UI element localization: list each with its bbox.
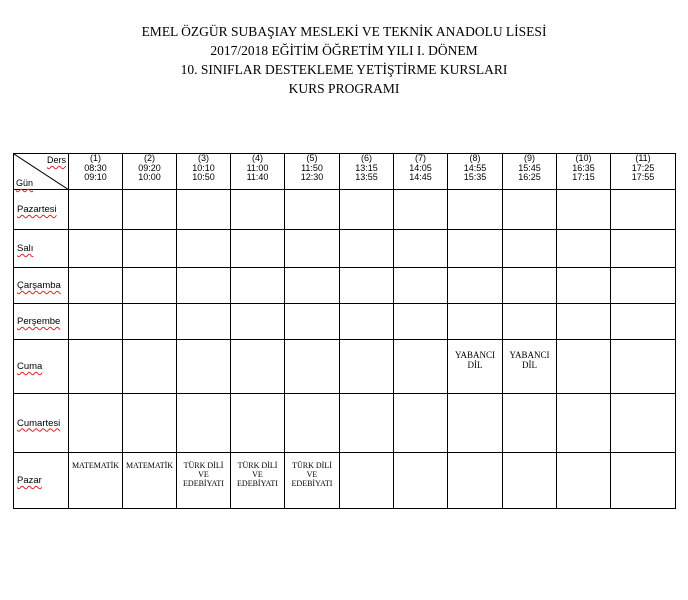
empty-cell [611, 230, 676, 268]
empty-cell [123, 394, 177, 453]
empty-cell [611, 190, 676, 230]
period-header: (3) 10:10 10:50 [177, 154, 231, 190]
empty-cell [177, 340, 231, 394]
empty-cell [611, 394, 676, 453]
course-title: 10. SINIFLAR DESTEKLEME YETİŞTİRME KURSLARI [180, 62, 508, 77]
empty-cell [285, 340, 340, 394]
school-name: EMEL ÖZGÜR SUBAŞIAY MESLEKİ VE TEKNİK ANADOLU LİSESİ [141, 24, 547, 39]
program-title: KURS PROGRAMI [288, 81, 400, 96]
empty-cell [557, 268, 611, 304]
day-row [14, 230, 676, 268]
empty-cell [394, 304, 448, 340]
day-row [14, 268, 676, 304]
empty-cell [557, 304, 611, 340]
day-row [14, 190, 676, 230]
empty-cell [503, 453, 557, 509]
empty-cell [503, 304, 557, 340]
empty-cell [611, 268, 676, 304]
period-header: (2) 09:20 10:00 [123, 154, 177, 190]
empty-cell [394, 340, 448, 394]
course-cell: TÜRK DİLİ VE EDEBİYATI [177, 453, 231, 509]
day-label: Salı [14, 230, 69, 268]
academic-term: 2017/2018 EĞİTİM ÖĞRETİM YILI I. DÖNEM [210, 43, 478, 58]
course-cell: MATEMATİK [69, 453, 123, 509]
empty-cell [340, 268, 394, 304]
period-header: (9) 15:45 16:25 [503, 154, 557, 190]
empty-cell [231, 340, 285, 394]
empty-cell [177, 268, 231, 304]
empty-cell [69, 268, 123, 304]
empty-cell [557, 394, 611, 453]
empty-cell [285, 394, 340, 453]
empty-cell [503, 230, 557, 268]
period-header-row [14, 154, 676, 190]
empty-cell [557, 190, 611, 230]
empty-cell [448, 230, 503, 268]
period-header: (1) 08:30 09:10 [69, 154, 123, 190]
empty-cell [448, 453, 503, 509]
empty-cell [177, 230, 231, 268]
day-label: Çarşamba [14, 268, 69, 304]
period-header: (6) 13:15 13:55 [340, 154, 394, 190]
period-header: (8) 14:55 15:35 [448, 154, 503, 190]
empty-cell [394, 394, 448, 453]
empty-cell [177, 304, 231, 340]
empty-cell [611, 453, 676, 509]
empty-cell [448, 268, 503, 304]
empty-cell [69, 190, 123, 230]
period-header: (4) 11:00 11:40 [231, 154, 285, 190]
empty-cell [557, 230, 611, 268]
empty-cell [285, 190, 340, 230]
empty-cell [340, 394, 394, 453]
corner-ders-label: Ders [46, 155, 66, 165]
empty-cell [394, 268, 448, 304]
empty-cell [177, 190, 231, 230]
empty-cell [557, 340, 611, 394]
empty-cell [123, 340, 177, 394]
course-schedule-table [13, 153, 676, 509]
empty-cell [231, 304, 285, 340]
empty-cell [394, 453, 448, 509]
empty-cell [123, 304, 177, 340]
corner-cell [14, 154, 69, 190]
empty-cell [340, 453, 394, 509]
course-cell: YABANCI DİL [448, 340, 503, 394]
empty-cell [69, 230, 123, 268]
day-row [14, 453, 676, 509]
empty-cell [611, 340, 676, 394]
day-row [14, 394, 676, 453]
empty-cell [231, 394, 285, 453]
empty-cell [231, 230, 285, 268]
empty-cell [69, 394, 123, 453]
period-header: (5) 11:50 12:30 [285, 154, 340, 190]
empty-cell [285, 304, 340, 340]
empty-cell [503, 268, 557, 304]
empty-cell [123, 268, 177, 304]
empty-cell [340, 304, 394, 340]
course-cell: MATEMATİK [123, 453, 177, 509]
empty-cell [503, 394, 557, 453]
empty-cell [557, 453, 611, 509]
document-header [0, 22, 688, 98]
day-row [14, 340, 676, 394]
empty-cell [448, 394, 503, 453]
day-label: Cuma [14, 340, 69, 394]
course-cell: YABANCI DİL [503, 340, 557, 394]
empty-cell [340, 230, 394, 268]
empty-cell [123, 230, 177, 268]
empty-cell [394, 190, 448, 230]
empty-cell [69, 304, 123, 340]
period-header: (10) 16:35 17:15 [557, 154, 611, 190]
empty-cell [285, 268, 340, 304]
empty-cell [177, 394, 231, 453]
day-label: Perşembe [14, 304, 69, 340]
empty-cell [123, 190, 177, 230]
course-cell: TÜRK DİLİ VE EDEBİYATI [231, 453, 285, 509]
empty-cell [69, 340, 123, 394]
empty-cell [394, 230, 448, 268]
empty-cell [340, 190, 394, 230]
empty-cell [231, 268, 285, 304]
empty-cell [231, 190, 285, 230]
day-label: Pazar [14, 453, 69, 509]
empty-cell [340, 340, 394, 394]
empty-cell [285, 230, 340, 268]
empty-cell [448, 304, 503, 340]
empty-cell [611, 304, 676, 340]
period-header: (7) 14:05 14:45 [394, 154, 448, 190]
day-label: Pazartesi [14, 190, 69, 230]
period-header: (11) 17:25 17:55 [611, 154, 676, 190]
empty-cell [503, 190, 557, 230]
course-cell: TÜRK DİLİ VE EDEBİYATI [285, 453, 340, 509]
day-label: Cumartesi [14, 394, 69, 453]
day-row [14, 304, 676, 340]
corner-gun-label: Gün [16, 178, 34, 188]
empty-cell [448, 190, 503, 230]
